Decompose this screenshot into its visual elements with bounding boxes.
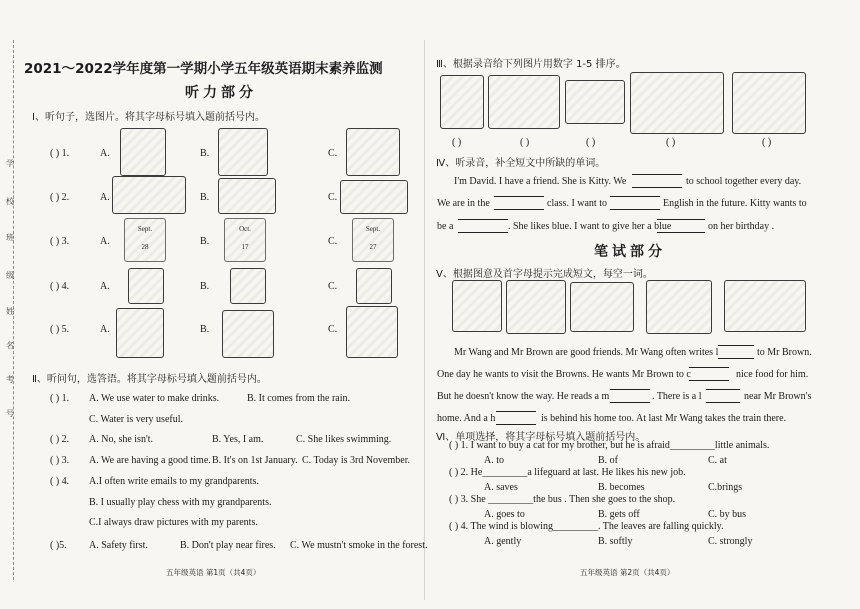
writing-section-title: 笔试部分 — [594, 244, 666, 260]
part6-q1-option-b: B. of — [598, 455, 618, 466]
part4-line2-text: We are in the — [437, 198, 490, 209]
part4-line2-text: class. I want to — [547, 198, 607, 209]
part2-q1-option-c: C. Water is very useful. — [89, 414, 183, 425]
part6-q1-option-a: A. to — [484, 455, 504, 466]
part2-q5-number: ( )5. — [50, 540, 67, 551]
part6-q1-stem: ( ) 1. I want to buy a cat for my brother, but he is afraid_________little animals. — [449, 440, 770, 451]
crossroad-sign-picture — [128, 268, 164, 304]
part3-heading: Ⅲ、根据录音给下列图片用数字 1-5 排序。 — [436, 59, 626, 70]
column-divider — [424, 40, 425, 600]
listening-section-title: 听力部分 — [185, 85, 257, 101]
part1-question-number: ( ) 1. — [50, 148, 70, 159]
part5-blank — [706, 389, 740, 403]
part6-q2-option-b: B. becomes — [598, 482, 645, 493]
binding-label: 级 — [6, 271, 14, 280]
page-footer: 五年级英语 第2页（共4页） — [580, 568, 675, 577]
page-footer: 五年级英语 第1页（共4页） — [166, 568, 261, 577]
part2-q4-number: ( ) 4. — [50, 476, 70, 487]
part1-question-number: ( ) 3. — [50, 236, 70, 247]
train-picture — [112, 176, 186, 214]
calendar-month: Oct. — [239, 225, 251, 233]
part4-heading: Ⅳ、听录音，补全短文中所缺的单词。 — [436, 158, 606, 169]
option-a-label: A. — [100, 324, 110, 335]
chef-cooking-picture — [506, 280, 566, 334]
part4-blank — [632, 174, 682, 188]
binding-label: 姓 — [6, 307, 14, 316]
calendar-day: 27 — [369, 243, 377, 251]
option-a-label: A. — [100, 236, 110, 247]
part6-q2-option-a: A. saves — [484, 482, 518, 493]
part3-answer-paren: ( ) — [666, 137, 676, 148]
part4-line3-text: on her birthday . — [708, 221, 775, 232]
option-c-label: C. — [328, 236, 338, 247]
option-c-label: C. — [328, 324, 338, 335]
woman-picture — [440, 75, 484, 129]
part5-line2-text: One day he wants to visit the Browns. He wants Mr Brown to c — [437, 369, 691, 380]
hills-picture — [724, 280, 806, 332]
option-b-label: B. — [200, 324, 210, 335]
map-picture — [570, 282, 634, 332]
part4-blank — [657, 219, 705, 233]
part4-line3-text: . She likes blue. I want to give her a blue — [508, 221, 672, 232]
part2-q1-number: ( ) 1. — [50, 393, 70, 404]
part5-line2-text: nice food for him. — [736, 369, 809, 380]
part5-line3-text: But he doesn't know the way. He reads a m — [437, 391, 610, 402]
option-b-label: B. — [200, 148, 210, 159]
girl-washing-picture — [346, 306, 398, 358]
children-group-picture — [630, 72, 724, 134]
part5-line4-text: is behind his home too. At last Mr Wang takes the train there. — [541, 413, 787, 424]
part2-q5-option-c: C. We mustn't smoke in the forest. — [290, 540, 428, 551]
part2-q3-option-c: C. Today is 3rd November. — [302, 455, 410, 466]
part2-heading: Ⅱ、听问句，选答语。将其字母标号填入题前括号内。 — [32, 374, 267, 385]
crossroad-sign-picture — [230, 268, 266, 304]
calendar-month: Sept. — [365, 225, 381, 233]
part6-q3-option-c: C. by bus — [708, 509, 747, 520]
part5-blank — [496, 411, 536, 425]
binding-label: 学 — [6, 159, 14, 168]
part2-q5-option-a: A. Safety first. — [89, 540, 148, 551]
binding-label: 名 — [6, 341, 14, 350]
part6-q4-option-b: B. softly — [598, 536, 633, 547]
part6-q2-stem: ( ) 2. He_________a lifeguard at last. He likes his new job. — [449, 467, 686, 478]
calendar-picture — [224, 218, 266, 262]
part2-q4-option-b: B. I usually play chess with my grandparents. — [89, 497, 272, 508]
binding-strip — [0, 0, 20, 609]
part2-q3-option-a: A. We are having a good time. — [89, 455, 211, 466]
room-interior-picture — [732, 72, 806, 134]
part6-q4-option-a: A. gently — [484, 536, 522, 547]
car-picture — [340, 180, 408, 214]
option-c-label: C. — [328, 281, 338, 292]
part3-answer-paren: ( ) — [520, 137, 530, 148]
calendar-day: 17 — [241, 243, 249, 251]
boy-planting-picture — [222, 310, 274, 358]
part5-line3-text: . There is a l — [652, 391, 702, 402]
part4-blank — [458, 219, 508, 233]
part2-q4-option-a: A.I often write emails to my grandparents. — [89, 476, 259, 487]
part2-q1-option-a: A. We use water to make drinks. — [89, 393, 220, 404]
option-b-label: B. — [200, 281, 210, 292]
singing-girl-picture — [346, 128, 400, 176]
part2-q3-number: ( ) 3. — [50, 455, 70, 466]
part2-q2-option-c: C. She likes swimming. — [296, 434, 392, 445]
part4-line1-text: to school together every day. — [686, 176, 802, 187]
calendar-day: 28 — [141, 243, 149, 251]
part1-question-number: ( ) 4. — [50, 281, 70, 292]
crossroad-sign-picture — [356, 268, 392, 304]
robot-picture — [218, 128, 268, 176]
part6-q3-stem: ( ) 3. She _________the bus . Then she goes to the shop. — [449, 494, 676, 505]
part5-line1-text: to Mr Brown. — [757, 347, 812, 358]
binding-label: 班 — [6, 233, 14, 242]
part4-line2-text: English in the future. Kitty wants to — [663, 198, 807, 209]
option-c-label: C. — [328, 192, 338, 203]
part6-q1-option-c: C. at — [708, 455, 727, 466]
boy-watering-picture — [116, 308, 164, 358]
part4-blank — [610, 196, 660, 210]
option-a-label: A. — [100, 281, 110, 292]
part2-q2-option-b: B. Yes, I am. — [212, 434, 264, 445]
part1-question-number: ( ) 5. — [50, 324, 70, 335]
binding-label: 号 — [6, 409, 14, 418]
part3-answer-paren: ( ) — [452, 137, 462, 148]
option-c-label: C. — [328, 148, 338, 159]
part6-q3-option-b: B. gets off — [598, 509, 640, 520]
binding-label: 考 — [6, 375, 14, 384]
part5-line1-text: Mr Wang and Mr Brown are good friends. Mr Wang often writes l — [454, 347, 719, 358]
calendar-picture — [124, 218, 166, 262]
part6-q4-stem: ( ) 4. The wind is blowing_________. The leaves are falling quickly. — [449, 521, 724, 532]
part5-blank — [689, 367, 729, 381]
lake-picture — [646, 280, 712, 334]
part6-q4-option-c: C. strongly — [708, 536, 753, 547]
part3-answer-paren: ( ) — [762, 137, 772, 148]
airplane-picture — [565, 80, 625, 124]
binding-label: 校 — [6, 197, 14, 206]
part5-line3-text: near Mr Brown's — [744, 391, 812, 402]
letters-picture — [452, 280, 502, 332]
exam-title: 2021～2022学年度第一学期小学五年级英语期末素养监测 — [24, 61, 383, 77]
part4-blank — [494, 196, 544, 210]
option-b-label: B. — [200, 192, 210, 203]
bicycle-picture — [218, 178, 276, 214]
part5-heading: Ⅴ、根据图意及首字母提示完成短文，每空一词。 — [436, 269, 653, 280]
part5-blank — [610, 389, 650, 403]
part5-blank — [718, 345, 754, 359]
part1-question-number: ( ) 2. — [50, 192, 70, 203]
part1-heading: Ⅰ、听句子，选图片。将其字母标号填入题前括号内。 — [32, 112, 265, 123]
part3-answer-paren: ( ) — [586, 137, 596, 148]
part6-q3-option-a: A. goes to — [484, 509, 525, 520]
kitchen-appliances-picture — [488, 75, 560, 129]
option-a-label: A. — [100, 148, 110, 159]
part5-line4-text: home. And a h — [437, 413, 496, 424]
part2-q2-number: ( ) 2. — [50, 434, 70, 445]
part2-q2-option-a: A. No, she isn't. — [89, 434, 154, 445]
doctor-picture — [120, 128, 166, 176]
part6-heading: Ⅵ、单项选择，将其字母标号填入题前括号内。 — [436, 432, 646, 443]
part4-line3-text: be a — [437, 221, 454, 232]
option-b-label: B. — [200, 236, 210, 247]
calendar-month: Sept. — [137, 225, 153, 233]
part2-q4-option-c: C.I always draw pictures with my parents. — [89, 517, 258, 528]
part4-line1-text: I'm David. I have a friend. She is Kitty. We — [454, 176, 627, 187]
part2-q3-option-b: B. It's on 1st January. — [212, 455, 298, 466]
part6-q2-option-c: C.brings — [708, 482, 743, 493]
part2-q1-option-b: B. It comes from the rain. — [247, 393, 351, 404]
part2-q5-option-b: B. Don't play near fires. — [180, 540, 276, 551]
calendar-picture — [352, 218, 394, 262]
option-a-label: A. — [100, 192, 110, 203]
